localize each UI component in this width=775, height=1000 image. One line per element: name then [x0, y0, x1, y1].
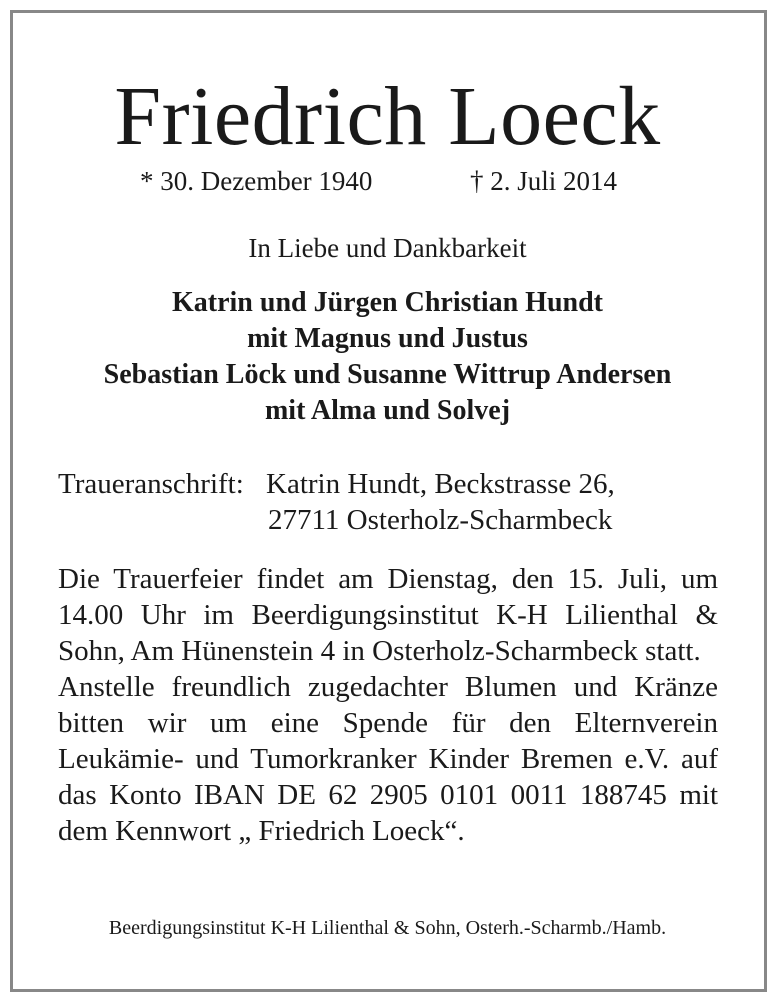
intro-line: In Liebe und Dankbarkeit — [248, 233, 527, 263]
address-label: Traueranschrift: — [58, 468, 244, 500]
family-line: mit Alma und Solvej — [264, 395, 511, 426]
mourning-address — [266, 466, 615, 538]
family-line: Katrin und Jürgen Christian Hundt — [172, 287, 603, 318]
death-date: † 2. Juli 2014 — [470, 166, 618, 196]
family-line: mit Magnus und Justus — [247, 323, 528, 354]
address-line-2: 27711 Osterholz-Scharmbeck — [268, 504, 613, 536]
donation-paragraph: Anstelle freundlich zugedachter Blumen und Kränze bitten wir um eine Spende für den Elternverein Leukämie- und Tumorkranker Kinder Bremen e.V. auf das Konto IBAN DE 62 2905 0101 0011 188745 mit dem Kennwort „ Friedrich Loeck“. — [58, 671, 718, 847]
address-line-1: Katrin Hundt, Beckstrasse 26, — [266, 468, 615, 500]
deceased-name: Friedrich Loeck — [114, 70, 661, 163]
family-list — [0, 285, 775, 429]
ceremony-paragraph: Die Trauerfeier findet am Dienstag, den 15. Juli, um 14.00 Uhr im Beerdigungsinstitut K-H Lilienthal & Sohn, Am Hünenstein 4 in Osterholz-Scharmbeck statt. — [58, 563, 718, 667]
birth-date: * 30. Dezember 1940 — [140, 166, 373, 196]
notice-body — [58, 561, 718, 849]
family-line: Sebastian Löck und Susanne Wittrup Andersen — [103, 359, 672, 390]
funeral-home-footer: Beerdigungsinstitut K-H Lilienthal & Sohn, Osterh.-Scharmb./Hamb. — [108, 917, 667, 939]
